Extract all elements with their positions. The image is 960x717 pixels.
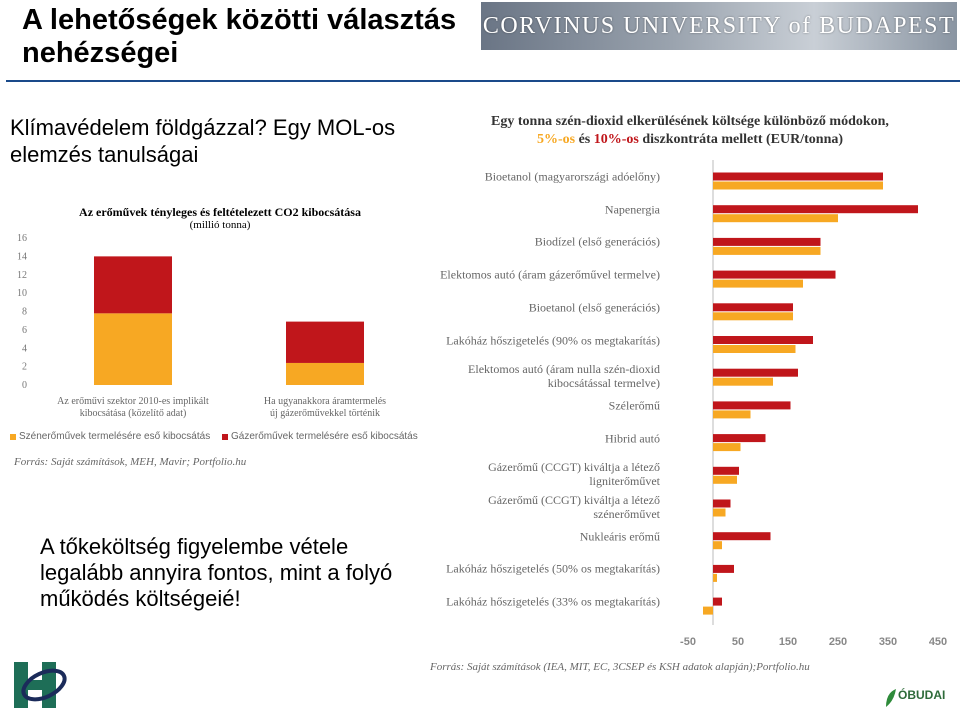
right-category-label: Elektomos autó (áram nulla szén-dioxid kibocsátással termelve)	[468, 362, 660, 391]
right-category-label: Lakóház hőszigetelés (33% os megtakarítás)	[446, 594, 660, 609]
legend-label: Gázerőművek termelésére eső kibocsátás	[231, 431, 418, 442]
right-bar-10pct	[713, 238, 821, 246]
left-ytick-label: 6	[22, 324, 27, 336]
right-category-label: Biodízel (első generációs)	[534, 234, 660, 249]
right-bar-5pct	[713, 476, 737, 484]
right-bar-5pct	[713, 280, 803, 288]
right-xtick-label: 150	[778, 636, 798, 648]
right-bar-10pct	[713, 369, 798, 377]
right-category-label: Lakóház hőszigetelés (90% os megtakarítás)	[446, 333, 660, 347]
left-ytick-label: 10	[17, 288, 27, 300]
right-category-label: Nukleáris erőmű	[579, 529, 660, 544]
right-bar-10pct	[713, 401, 791, 409]
right-bar-5pct	[713, 541, 722, 549]
obudai-leaf-icon	[884, 687, 898, 709]
left-stacked-bar-chart	[0, 228, 440, 456]
right-xtick-label: 450	[928, 636, 948, 648]
right-bar-10pct	[713, 434, 766, 442]
right-bar-10pct	[713, 565, 734, 573]
right-horizontal-bar-chart	[660, 160, 950, 660]
title-rest: diszkontráta mellett (EUR/tonna)	[642, 132, 844, 147]
right-bar-5pct	[713, 345, 796, 353]
right-bar-5pct	[703, 607, 713, 615]
legend-swatch	[222, 434, 228, 440]
right-chart-title-line1: Egy tonna szén-dioxid elkerülésének költsége különböző módokon,	[491, 114, 889, 129]
right-xtick-label: 50	[731, 636, 745, 648]
legend-swatch	[10, 434, 16, 440]
right-bar-5pct	[713, 312, 793, 320]
left-chart-title: Az erőművek tényleges és feltételezett CO2 kibocsátása	[79, 205, 361, 219]
left-category-label: Ha ugyanakkora áramtermelés	[263, 396, 387, 407]
left-chart-source: Forrás: Saját számítások, MEH, Mavir; Portfolio.hu	[14, 456, 247, 468]
right-bar-5pct	[713, 214, 838, 222]
corvinus-logo-icon	[12, 660, 70, 710]
right-bar-10pct	[713, 271, 836, 279]
title-and: és	[578, 132, 591, 147]
right-category-label: Elektomos autó (áram gázerőművel termelve)	[440, 267, 660, 282]
left-ytick-label: 0	[22, 380, 27, 391]
left-bar-segment	[286, 363, 364, 385]
right-bar-10pct	[713, 336, 813, 344]
left-ytick-label: 4	[22, 343, 27, 355]
callout-text: A tőkeköltség figyelembe vétele legalább annyira fontos, mint a folyó működés költségeié!	[40, 534, 393, 611]
right-bar-5pct	[713, 574, 717, 582]
right-chart-category-labels	[428, 0, 664, 717]
right-xtick-label: -50	[680, 636, 696, 648]
left-ytick-label: 2	[22, 361, 27, 373]
left-ytick-label: 12	[17, 269, 27, 281]
right-category-label: Bioetanol (magyarországi adóelőny)	[484, 169, 660, 184]
right-bar-5pct	[713, 247, 821, 255]
right-bar-5pct	[713, 410, 751, 418]
right-bar-5pct	[713, 509, 726, 517]
right-xtick-label: 350	[878, 636, 898, 648]
left-bar-segment	[286, 322, 364, 363]
right-category-label: Lakóház hőszigetelés (50% os megtakarítás)	[446, 561, 660, 576]
right-category-label: Szélerőmű	[608, 398, 660, 413]
left-bar-segment	[94, 256, 172, 313]
right-category-label: Hibrid autó	[605, 431, 660, 446]
right-category-label: Bioetanol (első generációs)	[528, 300, 660, 315]
banner-text: CORVINUS UNIVERSITY of BUDAPEST	[482, 13, 956, 39]
right-category-label: Napenergia	[604, 202, 660, 217]
right-bar-10pct	[713, 303, 793, 311]
slide-title: A lehetőségek közötti választás nehézségei	[22, 4, 457, 69]
left-category-label: új gázerőművekkel történik	[270, 408, 380, 419]
right-xtick-label: 250	[828, 636, 848, 648]
left-ytick-label: 14	[17, 251, 27, 263]
right-bar-10pct	[713, 500, 731, 508]
right-bar-10pct	[713, 532, 771, 540]
title-10pct: 10%-os	[593, 132, 639, 147]
left-category-label: Az erőművi szektor 2010-es implikált	[57, 396, 209, 407]
left-bar-segment	[94, 313, 172, 385]
left-category-label: kibocsátása (közelítő adat)	[79, 408, 187, 419]
right-bar-10pct	[713, 467, 739, 475]
right-bar-5pct	[713, 443, 741, 451]
right-bar-5pct	[713, 378, 773, 386]
right-bar-5pct	[713, 182, 883, 190]
right-category-label: Gázerőmű (CCGT) kiváltja a létező ligniterőművet	[488, 460, 660, 489]
right-bar-10pct	[713, 205, 918, 213]
slide-subtitle: Klímavédelem földgázzal? Egy MOL-os elemzés tanulságai	[10, 115, 396, 167]
obudai-logo-text: ÓBUDAI	[898, 688, 946, 702]
legend-label: Szénerőművek termelésére eső kibocsátás	[19, 431, 211, 442]
obudai-logo	[880, 685, 958, 715]
left-ytick-label: 8	[22, 306, 27, 318]
title-5pct: 5%-os	[536, 132, 576, 147]
right-category-label: Gázerőmű (CCGT) kiváltja a létező szénerőművet	[488, 493, 660, 521]
right-chart-source: Forrás: Saját számítások (IEA, MIT, EC, 3CSEP és KSH adatok alapján);Portfolio.hu	[430, 661, 810, 673]
right-bar-10pct	[713, 173, 883, 181]
left-chart-unit: (millió tonna)	[189, 219, 251, 231]
right-bar-10pct	[713, 598, 722, 606]
left-ytick-label: 16	[17, 233, 27, 244]
left-chart-legend	[10, 431, 440, 445]
